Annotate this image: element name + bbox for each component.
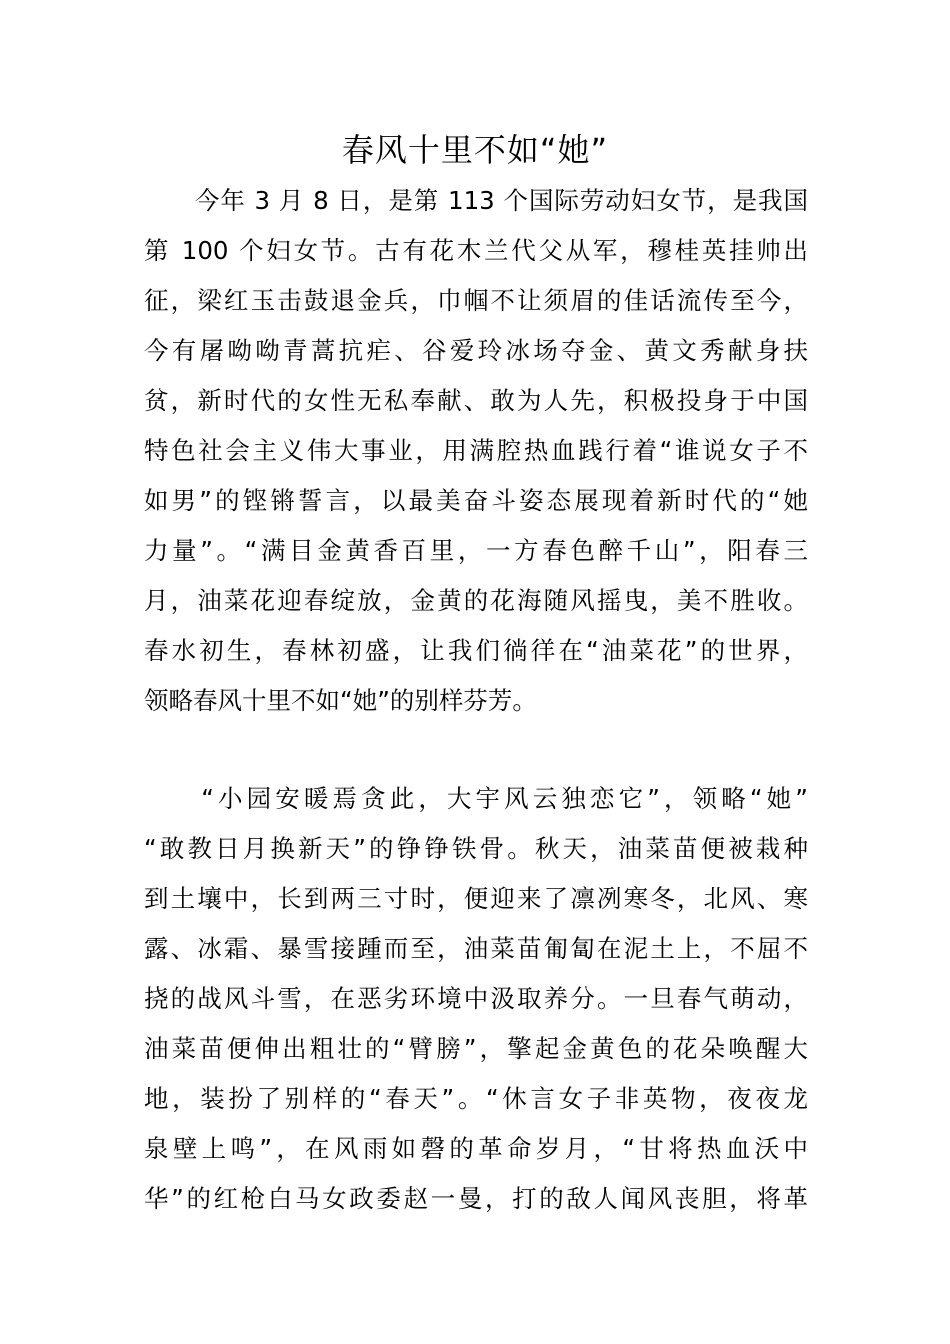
paragraph-2: [144, 774, 808, 1224]
paragraph-1: [144, 176, 808, 726]
paragraph-line: 征，梁红玉击鼓退金兵，巾帼不让须眉的佳话流传至今，: [144, 286, 808, 315]
document-title: 春风十里不如“她”: [341, 131, 609, 169]
paragraph-line: 力量”。“满目金黄香百里，一方春色醉千山”，阳春三: [144, 536, 808, 565]
paragraph-line: 特色社会主义伟大事业，用满腔热血践行着“谁说女子不: [144, 436, 808, 465]
paragraph-line: 月，油菜花迎春绽放，金黄的花海随风摇曳，美不胜收。: [144, 586, 808, 615]
paragraph-line: “敢教日月换新天”的铮铮铁骨。秋天，油菜苗便被栽种: [144, 834, 808, 863]
paragraph-line: 今年 3 月 8 日，是第 113 个国际劳动妇女节，是我国: [144, 186, 808, 215]
paragraph-line: 地，装扮了别样的“春天”。“休言女子非英物，夜夜龙: [144, 1084, 808, 1113]
paragraph-line: 挠的战风斗雪，在恶劣环境中汲取养分。一旦春气萌动，: [144, 984, 808, 1013]
paragraph-line: 露、冰霜、暴雪接踵而至，油菜苗匍匐在泥土上，不屈不: [144, 934, 808, 963]
paragraph-line: 泉壁上鸣”，在风雨如磬的革命岁月，“甘将热血沃中: [144, 1134, 808, 1163]
paragraph-line: 华”的红枪白马女政委赵一曼，打的敌人闻风丧胆，将革: [144, 1184, 808, 1213]
paragraph-line: 贫，新时代的女性无私奉献、敢为人先，积极投身于中国: [144, 386, 808, 415]
paragraph-line: 今有屠呦呦青蒿抗疟、谷爱玲冰场夺金、黄文秀献身扶: [144, 336, 808, 365]
paragraph-line: 第 100 个妇女节。古有花木兰代父从军，穆桂英挂帅出: [144, 236, 808, 265]
paragraph-line: 春水初生，春林初盛，让我们徜徉在“油菜花”的世界，: [144, 636, 808, 665]
paragraph-line: 领略春风十里不如“她”的别样芬芳。: [144, 686, 537, 715]
paragraph-line: “小园安暖焉贪此，大宇风云独恋它”，领略“她”: [144, 784, 808, 813]
paragraph-line: 如男”的铿锵誓言，以最美奋斗姿态展现着新时代的“她: [144, 486, 808, 515]
paragraph-line: 油菜苗便伸出粗壮的“臂膀”，擎起金黄色的花朵唤醒大: [144, 1034, 808, 1063]
paragraph-line: 到土壤中，长到两三寸时，便迎来了凛冽寒冬，北风、寒: [144, 884, 808, 913]
